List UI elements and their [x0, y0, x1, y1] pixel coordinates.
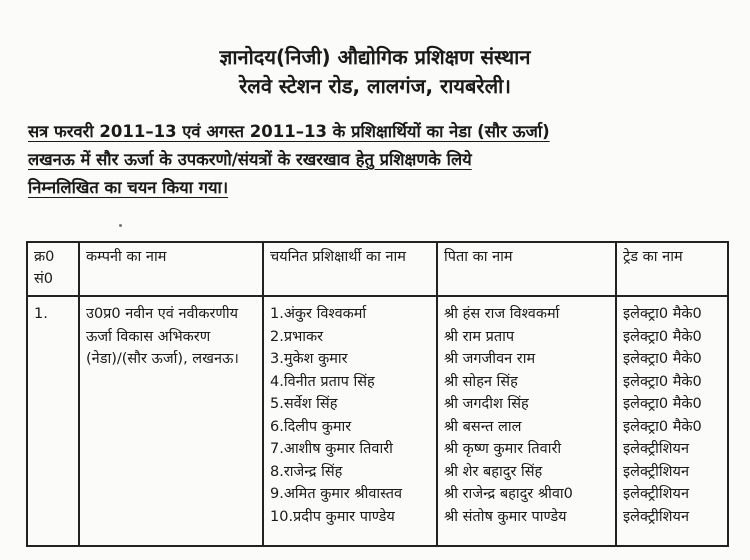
trainee-name: 8.राजेन्द्र सिंह	[270, 463, 343, 480]
stray-mark	[119, 224, 122, 227]
trade-name: इलेक्ट्रा0 मैके0	[623, 328, 702, 345]
trade-name: इलेक्ट्रा0 मैके0	[623, 396, 702, 412]
trainee-name: 3.मुकेश कुमार	[270, 351, 348, 367]
father-list	[437, 296, 616, 546]
father-name: श्री सोहन सिंह	[444, 373, 518, 390]
trainee-name: 10.प्रदीप कुमार पाण्डेय	[270, 508, 395, 525]
father-name: श्री हंस राज विश्वकर्मा	[444, 306, 560, 322]
trainee-name: 1.अंकुर विश्वकर्मा	[270, 306, 367, 322]
trade-name: इलेक्ट्रीशियन	[623, 441, 689, 457]
father-name: श्री कृष्ण कुमार तिवारी	[444, 441, 562, 457]
trade-name: इलेक्ट्रीशियन	[623, 463, 689, 480]
row-company: उ0प्र0 नवीन एवं नवीकरणीय ऊर्जा विकास अभिकरण (नेडा)/(सौर ऊर्जा), लखनऊ।	[79, 296, 263, 546]
trainee-name: 4.विनीत प्रताप सिंह	[270, 373, 375, 390]
trade-name: इलेक्ट्रा0 मैके0	[623, 306, 702, 322]
father-name: श्री जगदीश सिंह	[444, 396, 529, 412]
table-row	[27, 296, 728, 546]
row-serial: 1.	[27, 296, 79, 546]
trainee-name: 5.सर्वेश सिंह	[270, 396, 338, 412]
header-father: पिता का नाम	[437, 242, 616, 296]
trade-name: इलेक्ट्रीशियन	[623, 486, 689, 502]
father-name: श्री राम प्रताप	[444, 328, 515, 345]
trainee-name: 6.दिलीप कुमार	[270, 418, 352, 435]
father-name: श्री राजेन्द्र बहादुर श्रीवा0	[444, 486, 573, 502]
header-company: कम्पनी का नाम	[79, 242, 263, 296]
notice-line-1: सत्र फरवरी 2011–13 एवं अगस्त 2011–13 के प्रशिक्षार्थियों का नेडा (सौर ऊर्जा)	[28, 122, 550, 141]
father-name: श्री संतोष कुमार पाण्डेय	[444, 508, 567, 525]
trade-name: इलेक्ट्रा0 मैके0	[623, 351, 702, 367]
father-name: श्री जगजीवन राम	[444, 351, 536, 367]
notice-line-3: निम्नलिखित का चयन किया गया।	[28, 178, 229, 197]
trainee-name: 9.अमित कुमार श्रीवास्तव	[270, 486, 403, 502]
father-name: श्री बसन्त लाल	[444, 418, 522, 435]
notice-line-2: लखनऊ में सौर ऊर्जा के उपकरणो/संयत्रों के रखरखाव हेतु प्रशिक्षणके लिये	[28, 150, 472, 169]
document-header	[0, 42, 750, 100]
trainee-table	[26, 241, 729, 547]
trade-list	[616, 296, 728, 546]
trade-name: इलेक्ट्रीशियन	[623, 508, 689, 525]
selection-notice	[28, 118, 728, 202]
table-header-row	[27, 242, 728, 296]
header-trade: ट्रेड का नाम	[616, 242, 728, 296]
trainee-list	[263, 296, 437, 546]
header-trainee: चयनित प्रशिक्षार्थी का नाम	[263, 242, 437, 296]
header-serial: क्र0 सं0	[27, 242, 79, 296]
trade-name: इलेक्ट्रा0 मैके0	[623, 418, 702, 435]
father-name: श्री शेर बहादुर सिंह	[444, 463, 543, 480]
trainee-name: 7.आशीष कुमार तिवारी	[270, 441, 393, 457]
trainee-name: 2.प्रभाकर	[270, 328, 324, 345]
institute-name: ज्ञानोदय(निजी) औद्योगिक प्रशिक्षण संस्थान	[219, 45, 531, 69]
trade-name: इलेक्ट्रा0 मैके0	[623, 373, 702, 390]
institute-address: रेलवे स्टेशन रोड, लालगंज, रायबरेली।	[239, 74, 511, 98]
